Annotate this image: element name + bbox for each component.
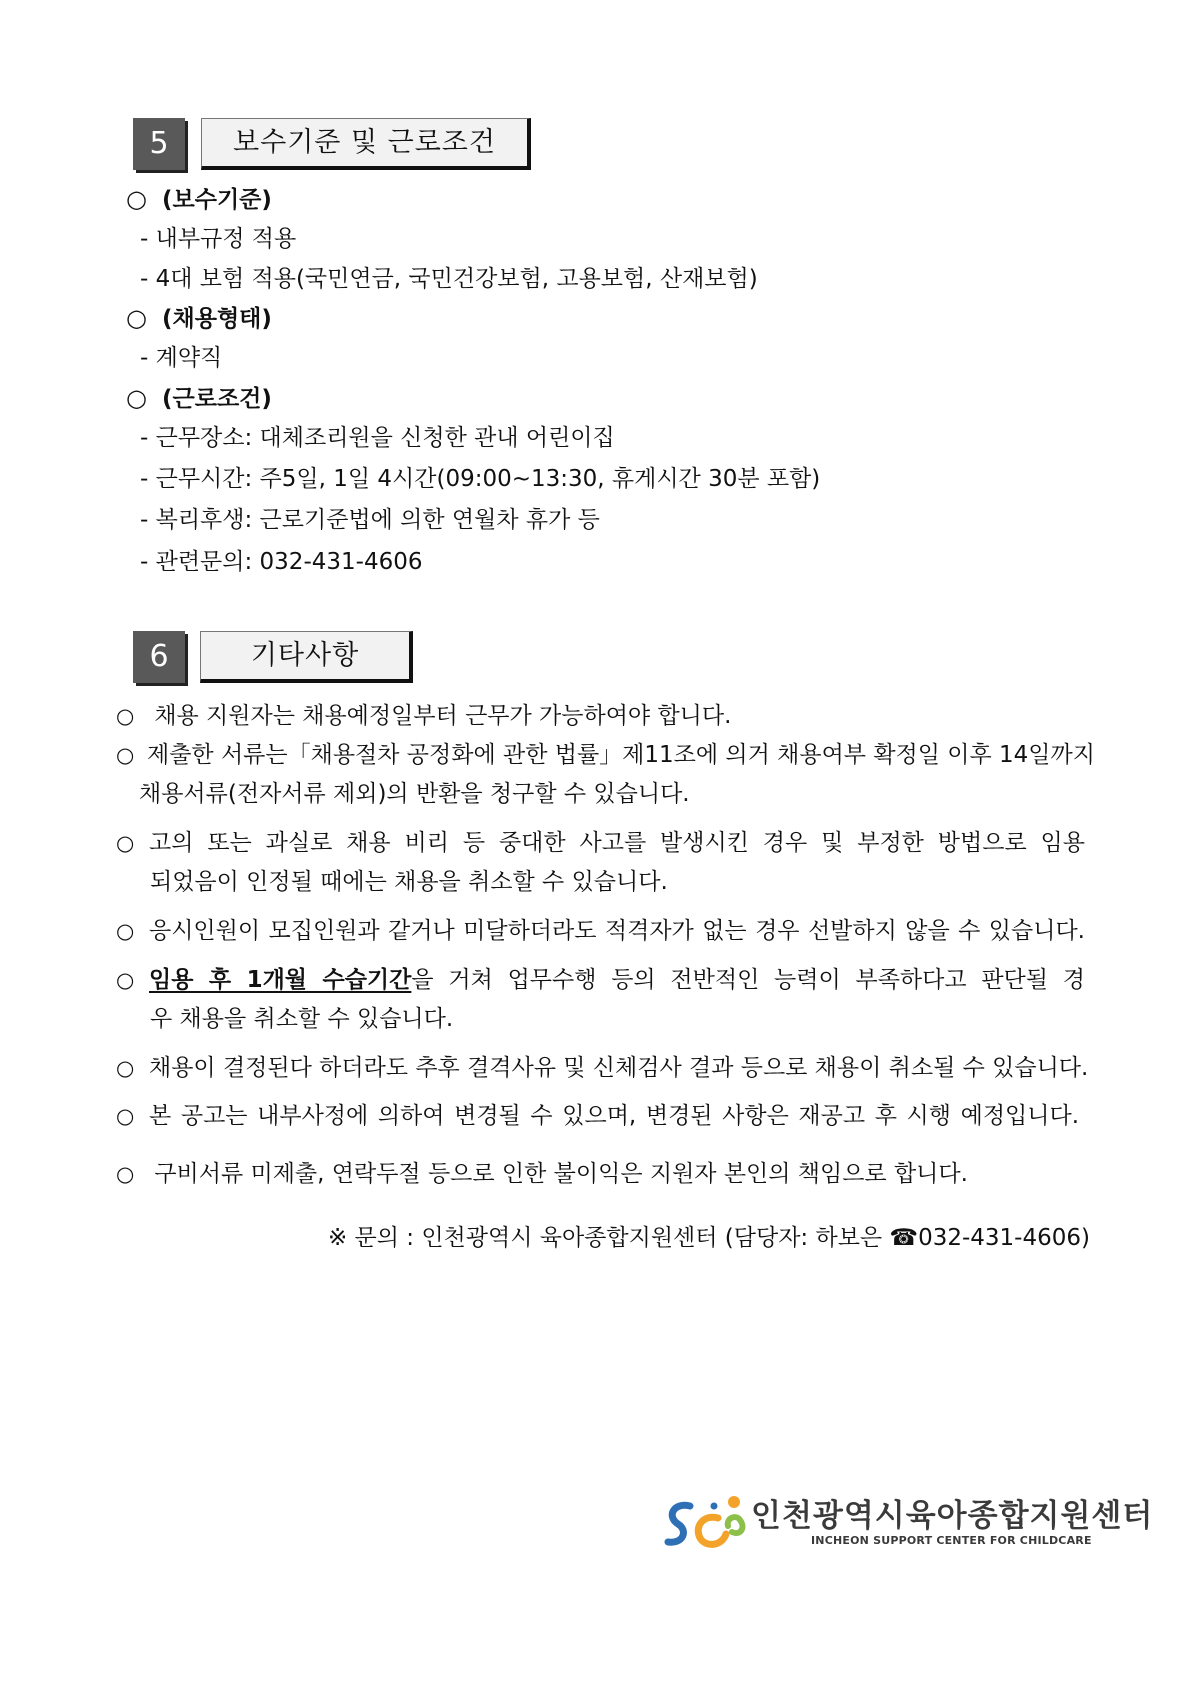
section-5-number: 5: [133, 118, 185, 170]
notice-item-8-text: 구비서류 미제출, 연락두절 등으로 인한 불이익은 지원자 본인의 책임으로 합니다.: [154, 1161, 968, 1187]
category-pay-label: (보수기준): [162, 187, 272, 213]
notice-item-5: [116, 965, 138, 995]
circle-bullet: ○: [116, 1056, 135, 1080]
center-logo-name-en: INCHEON SUPPORT CENTER FOR CHILDCARE: [811, 1534, 1092, 1547]
section-5-header: [133, 118, 533, 174]
work-item-2: - 근무시간: 주5일, 1일 4시간(09:00~13:30, 휴게시간 30분 포함): [140, 466, 821, 492]
section-5-title: 보수기준 및 근로조건: [201, 118, 531, 170]
notice-item-2-line-1: 제출한 서류는「채용절차 공정화에 관한 법률」제11조에 의거 채용여부 확정일 이후 14일까지: [147, 742, 1095, 768]
section-6-number: 6: [133, 631, 185, 683]
notice-item-4: [116, 916, 138, 946]
category-employment: [126, 303, 272, 334]
notice-item-3-line-1: 고의 또는 과실로 채용 비리 등 중대한 사고를 발생시킨 경우 및 부정한 방법으로 임용: [149, 830, 1085, 856]
center-logo-icon: [660, 1492, 752, 1556]
pay-item-2: - 4대 보험 적용(국민연금, 국민건강보험, 고용보험, 산재보험): [140, 266, 758, 292]
circle-bullet: ○: [126, 304, 147, 332]
notice-item-4-text: 응시인원이 모집인원과 같거나 미달하더라도 적격자가 없는 경우 선발하지 않을 수 있습니다.: [149, 918, 1085, 944]
notice-item-5-rest: 을 거쳐 업무수행 등의 전반적인 능력이 부족하다고 판단될 경: [411, 967, 1085, 993]
employment-item-1: - 계약직: [140, 345, 223, 371]
notice-item-8: [116, 1159, 968, 1189]
notice-item-2: [116, 740, 138, 770]
notice-item-7: [116, 1101, 138, 1131]
work-item-4: - 관련문의: 032-431-4606: [140, 549, 423, 575]
notice-item-5-line-2: 우 채용을 취소할 수 있습니다.: [150, 1006, 454, 1032]
category-pay: [126, 184, 272, 215]
center-logo-name-ko: 인천광역시육아종합지원센터: [751, 1498, 1154, 1534]
notice-item-1: [116, 701, 731, 731]
notice-item-6: [116, 1053, 138, 1083]
circle-bullet: ○: [116, 1162, 135, 1186]
category-employment-label: (채용형태): [162, 306, 272, 332]
circle-bullet: ○: [126, 185, 147, 213]
pay-item-1: - 내부규정 적용: [140, 226, 297, 252]
notice-item-3-line-2: 되었음이 인정될 때에는 채용을 취소할 수 있습니다.: [150, 869, 668, 895]
circle-bullet: ○: [126, 384, 147, 412]
notice-item-5-line-1: [149, 965, 1085, 995]
category-work-label: (근로조건): [162, 386, 272, 412]
section-6-header: [133, 631, 433, 687]
inquiry-contact: ※ 문의 : 인천광역시 육아종합지원센터 (담당자: 하보은 ☎032-431-4606): [327, 1225, 1090, 1251]
circle-bullet: ○: [116, 704, 135, 728]
work-item-3: - 복리후생: 근로기준법에 의한 연월차 휴가 등: [140, 507, 600, 533]
notice-item-2-line-2: 채용서류(전자서류 제외)의 반환을 청구할 수 있습니다.: [139, 781, 690, 807]
section-6-title: 기타사항: [200, 631, 413, 683]
circle-bullet: ○: [116, 831, 135, 855]
circle-bullet: ○: [116, 968, 135, 992]
notice-item-3: [116, 828, 138, 858]
notice-item-6-text: 채용이 결정된다 하더라도 추후 결격사유 및 신체검사 결과 등으로 채용이 취소될 수 있습니다.: [149, 1055, 1089, 1081]
circle-bullet: ○: [116, 1104, 135, 1128]
probation-emphasis: 임용 후 1개월 수습기간: [149, 967, 412, 993]
notice-item-7-text: 본 공고는 내부사정에 의하여 변경될 수 있으며, 변경된 사항은 재공고 후 시행 예정입니다.: [149, 1103, 1079, 1129]
circle-bullet: ○: [116, 743, 135, 767]
notice-item-1-text: 채용 지원자는 채용예정일부터 근무가 가능하여야 합니다.: [154, 703, 732, 729]
circle-bullet: ○: [116, 919, 135, 943]
work-item-1: - 근무장소: 대체조리원을 신청한 관내 어린이집: [140, 425, 615, 451]
category-work: [126, 383, 272, 414]
center-logo: [660, 1488, 1154, 1568]
